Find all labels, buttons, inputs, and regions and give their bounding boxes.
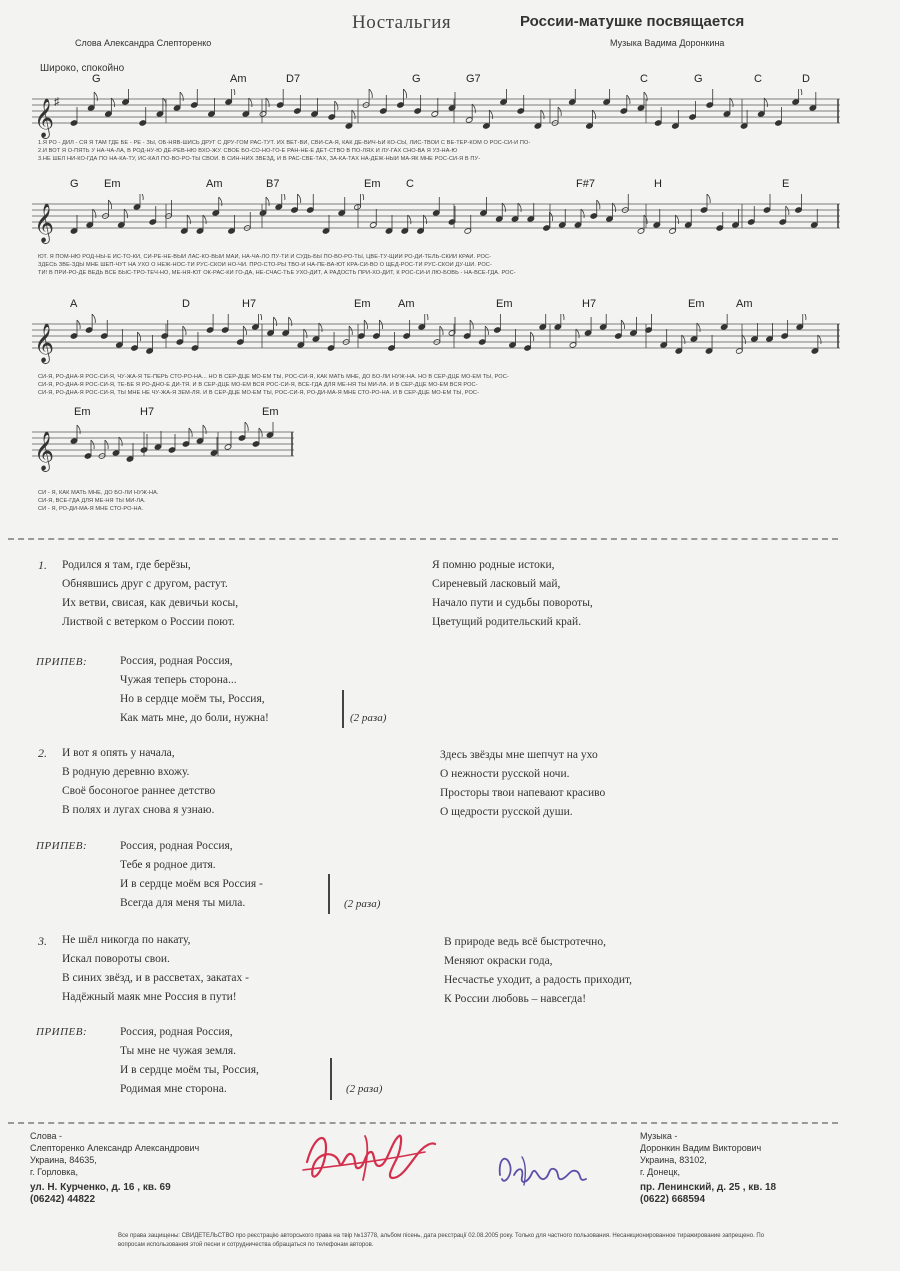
chord-symbol: Em	[74, 406, 91, 418]
note-flag	[259, 428, 262, 437]
treble-clef-icon: 𝄞	[34, 323, 55, 363]
music-staff	[0, 194, 900, 250]
chord-symbol: C	[754, 73, 762, 85]
verse-line: В полях и лугах снова я узнаю.	[62, 804, 215, 816]
note-flag	[621, 320, 624, 329]
refrain-line: И в сердце моём ты, Россия,	[120, 1064, 259, 1076]
verse-number: 1.	[38, 558, 47, 572]
note-flag	[531, 332, 534, 341]
lyric-syllables	[38, 140, 838, 147]
lyric-syllables	[38, 506, 298, 513]
note-flag	[561, 314, 564, 320]
note-flag	[91, 440, 94, 449]
lyric-syllables	[38, 374, 838, 381]
treble-clef-icon: 𝄞	[34, 203, 55, 243]
chord-symbol: Em	[262, 406, 279, 418]
music-staff	[0, 89, 900, 145]
tempo-marking: Широко, спокойно	[40, 63, 125, 74]
note-flag	[266, 197, 269, 206]
music-staff	[0, 314, 900, 370]
note-flag	[298, 194, 301, 203]
footer-line: Украина, 84635,	[30, 1155, 97, 1165]
lyric-syllables	[38, 156, 838, 163]
chord-symbol: Em	[364, 178, 381, 190]
chord-symbol: C	[406, 178, 414, 190]
syllable-text: ЗДЕСЬ ЗВЁ-ЗДЫ МНЕ ШЕП-ЧУТ НА УХО О НЕЖ-НОС-ТИ РУС-СКОЙ НО-ЧИ. ПРО-СТО-РЫ ТВО-И НА-ПЕ-ВА-ЮТ КРА-СИ-ВО О ЩЕД-РОС-ТИ РУС-СКОЙ ДУ-ШИ. РОС-	[38, 262, 492, 268]
refrain-label: ПРИПЕВ:	[36, 840, 88, 852]
music-staff	[0, 422, 900, 478]
footer-line: Украина, 83102,	[640, 1155, 707, 1165]
note-flag	[92, 314, 95, 323]
composer-credit: Музыка Вадима Доронкина	[610, 38, 725, 48]
lyric-syllables	[38, 382, 838, 389]
footer-line: Слова -	[30, 1131, 63, 1141]
verse-line: Меняют окраски года,	[444, 955, 553, 967]
refrain-line: Тебе я родное дитя.	[120, 859, 216, 871]
note-flag	[627, 95, 630, 104]
note-flag	[425, 314, 428, 320]
lyric-syllables	[38, 490, 298, 497]
chord-symbol: H7	[242, 298, 257, 310]
composer-signature	[492, 1145, 592, 1195]
verse-line: Сиреневый ласковый май,	[432, 578, 561, 590]
verse-line: Листвой с ветерком о России поют.	[62, 616, 235, 628]
note-flag	[335, 101, 338, 110]
lyricist-phone: (06242) 44822	[30, 1194, 96, 1205]
refrain-line: Россия, родная Россия,	[120, 655, 233, 667]
refrain-line: Россия, родная Россия,	[120, 840, 233, 852]
verse-line: В родную деревню вхожу.	[62, 766, 190, 778]
refrain-line: Родимая мне сторона.	[120, 1083, 227, 1095]
note-flag	[183, 326, 186, 335]
syllable-text: СИ-Я, ВСЕ-ГДА ДЛЯ МЕ-НЯ ТЫ МИ-ЛА.	[38, 498, 146, 504]
syllable-text: СИ-Я, РО-ДНА-Я РОС-СИ-Я, ЧУ-ЖА-Я ТЕ-ПЕРЬ СТО-РО-НА... НО В СЕР-ДЦЕ МО-ЁМ ТЫ, РОС-СИ-Я, КАК МАТЬ МНЕ, ДО БО-ЛИ НУЖ-НА. НО В СЕР-ДЦЕ МО-ЁМ ТЫ, РОС-	[38, 374, 509, 380]
note-flag	[403, 89, 406, 98]
refrain-line: Всегда для меня ты мила.	[120, 897, 246, 909]
chord-symbol: D	[802, 73, 810, 85]
verse-line: В синих звёзд, и в рассветах, закатах -	[62, 972, 249, 984]
note-flag	[219, 197, 222, 206]
chord-symbol: G	[70, 178, 79, 190]
chord-symbol: B7	[266, 178, 280, 190]
note-flag	[232, 89, 235, 95]
footer-line: Музыка -	[640, 1131, 678, 1141]
syllable-text: СИ-Я, РО-ДНА-Я РОС-СИ-Я, ТЫ МНЕ НЕ ЧУ-ЖА-Я ЗЕМ-ЛЯ. И В СЕР-ДЦЕ МО-ЁМ ТЫ, РОС-СИ-Я, РО-ДИ-МА-Я МНЕ СТО-РО-НА. И В СЕР-ДЦЕ МО-ЁМ ТЫ, РОС-	[38, 390, 480, 396]
lyric-syllables	[38, 254, 838, 261]
refrain-label: ПРИПЕВ:	[36, 656, 88, 668]
note-flag	[440, 326, 443, 335]
note-flag	[349, 326, 352, 335]
treble-clef-icon: 𝄞	[34, 431, 55, 471]
refrain-line: Но в сердце моём ты, Россия,	[120, 693, 265, 705]
repeat-note: (2 раза)	[344, 898, 381, 910]
syllable-text: СИ - Я, КАК МАТЬ МНЕ, ДО БО-ЛИ НУЖ-НА.	[38, 490, 159, 496]
verse-line: Цветущий родительский край.	[432, 616, 582, 628]
verse-line: Их ветви, свисая, как девичьи косы,	[62, 597, 239, 609]
verse-line: Здесь звёзды мне шепчут на ухо	[440, 749, 598, 761]
song-title: Ностальгия	[352, 12, 452, 33]
lyric-syllables	[38, 270, 838, 277]
note-flag	[707, 194, 710, 203]
lyric-syllables	[38, 262, 838, 269]
repeat-bracket	[328, 874, 330, 914]
note-flag	[369, 89, 372, 98]
chord-symbol: Em	[496, 298, 513, 310]
lyric-syllables	[38, 390, 838, 397]
repeat-bracket	[330, 1058, 332, 1100]
refrain-line: Россия, родная Россия,	[120, 1026, 233, 1038]
footer-line: г. Донецк,	[640, 1167, 680, 1177]
verse-line: Не шёл никогда по накату,	[62, 934, 191, 946]
note-flag	[799, 89, 802, 95]
note-flag	[470, 320, 473, 329]
note-flag	[282, 194, 285, 200]
composer-phone: (0622) 668594	[640, 1194, 706, 1205]
syllable-text: 2.И ВОТ Я О-ПЯТЬ У НА-ЧА-ЛА, В РОД-НУ-Ю ДЕ-РЕВ-НЮ ВХО-ЖУ. СВОЁ БО-СО-НО-ГО-Е РАН-НЕ-Е ДЕТ-СТВО В ПО-ЛЯХ И ЛУ-ГАХ СНО-ВА Я УЗ-НА-Ю	[38, 148, 458, 154]
refrain-line: Чужая теперь сторона...	[120, 674, 237, 686]
verse-line: Обнявшись друг с другом, растут.	[62, 578, 228, 590]
note-flag	[289, 317, 292, 326]
chord-symbol: Am	[206, 178, 223, 190]
section-divider	[8, 538, 838, 540]
chord-symbol: Em	[688, 298, 705, 310]
verse-line: Родился я там, где берёзы,	[62, 559, 191, 571]
note-flag	[485, 326, 488, 335]
syllable-text: ЮТ. Я ПОМ-НЮ РОД-НЫ-Е ИС-ТО-КИ, СИ-РЕ-НЕ-ВЫЙ ЛАС-КО-ВЫЙ МАЙ, НА-ЧА-ЛО ПУ-ТИ И СУДЬ-БЫ ПО-ВО-РО-ТЫ, ЦВЕ-ТУ-ЩИЙ РО-ДИ-ТЕЛЬ-СКИЙ КРАЙ. РОС-	[38, 254, 492, 260]
chord-symbol: D7	[286, 73, 301, 85]
note-flag	[243, 326, 246, 335]
chord-symbol: D	[182, 298, 190, 310]
note-flag	[137, 332, 140, 341]
verse-line: И вот я опять у начала,	[62, 747, 175, 759]
refrain-line: Ты мне не чужая земля.	[120, 1045, 237, 1057]
chord-symbol: G	[412, 73, 421, 85]
chord-symbol: Am	[736, 298, 753, 310]
note-flag	[361, 194, 364, 200]
treble-clef-icon: 𝄞	[34, 98, 55, 138]
note-flag	[597, 200, 600, 209]
composer-info	[640, 1130, 776, 1206]
verse-line: Несчастье уходит, а радость приходит,	[444, 974, 633, 986]
note-flag	[180, 92, 183, 101]
chord-symbol: Em	[104, 178, 121, 190]
chord-symbol: Em	[354, 298, 371, 310]
note-flag	[379, 320, 382, 329]
chord-symbol: E	[782, 178, 790, 190]
chord-symbol: G7	[466, 73, 481, 85]
chord-symbol: Am	[230, 73, 247, 85]
refrain-line: Как мать мне, до боли, нужна!	[120, 712, 269, 724]
syllable-text: 1.Я РО - ДИЛ - СЯ Я ТАМ ГДЕ БЕ - РЁ - ЗЫ, ОБ-НЯВ-ШИСЬ ДРУГ С ДРУ-ГОМ РАС-ТУТ. ИХ ВЕТ-ВИ, СВИ-СА-Я, КАК ДЕ-ВИЧ-ЬИ КО-СЫ, ЛИС-ТВОЙ С ВЕ-ТЕР-КОМ О РОС-СИ-И ПО-	[38, 140, 531, 146]
verse-line: К России любовь – навсегда!	[444, 993, 587, 1005]
chord-symbol: H7	[140, 406, 155, 418]
syllable-text: 3.НЕ ШЁЛ НИ-КО-ГДА ПО НА-КА-ТУ, ИС-КАЛ ПО-ВО-РО-ТЫ СВОИ. В СИН-НИХ ЗВЁЗД, И В РАС-СВЕ-ТАХ, ЗА-КА-ТАХ НА-ДЁЖ-НЫЙ МА-ЯК МНЕ РОС-СИ-Я В ПУ-	[38, 156, 481, 162]
verse-line: В природе ведь всё быстротечно,	[444, 936, 606, 948]
repeat-bracket	[342, 690, 344, 728]
chord-symbol: Am	[398, 298, 415, 310]
note-flag	[77, 425, 80, 434]
repeat-note: (2 раза)	[350, 712, 387, 724]
verse-line: Я помню родные истоки,	[432, 559, 555, 571]
footer-line: Доронкин Вадим Викторович	[640, 1143, 762, 1153]
chord-symbol: G	[694, 73, 703, 85]
note-flag	[364, 320, 367, 329]
verse-line: Надёжный маяк мне Россия в пути!	[62, 991, 237, 1003]
chord-symbol: F#7	[576, 178, 595, 190]
note-flag	[258, 314, 261, 320]
repeat-note: (2 раза)	[346, 1083, 383, 1095]
note-flag	[245, 422, 248, 431]
note-flag	[105, 440, 108, 449]
verse-line: Искал повороты свои.	[62, 953, 170, 965]
note-flag	[94, 92, 97, 101]
refrain-label: ПРИПЕВ:	[36, 1026, 88, 1038]
note-flag	[274, 317, 277, 326]
note-flag	[109, 200, 112, 209]
note-flag	[803, 314, 806, 320]
verse-line: Просторы твои напевают красиво	[440, 787, 606, 799]
lyricist-signature	[295, 1122, 445, 1192]
verse-line: О нежности русской ночи.	[440, 768, 570, 780]
refrain-line: И в сердце моём вся Россия -	[120, 878, 263, 890]
note-flag	[189, 428, 192, 437]
lyricist-credit: Слова Александра Слепторенко	[75, 38, 212, 48]
syllable-text: СИ-Я, РО-ДНА-Я РОС-СИ-Я, ТЕ-БЕ Я РО-ДНО-Е ДИ-ТЯ. И В СЕР-ДЦЕ МО-ЁМ ВСЯ РОС-СИ-Я, ВСЕ-ГДА ДЛЯ МЕ-НЯ ТЫ МИ-ЛА. И В СЕР-ДЦЕ МО-ЁМ ВСЯ РОС-	[38, 382, 478, 388]
verse-line: Своё босоногое раннее детство	[62, 785, 216, 797]
note-flag	[77, 320, 80, 329]
note-flag	[786, 206, 789, 215]
composer-address: пр. Ленинский, д. 25 , кв. 18	[640, 1182, 777, 1193]
lyricist-info	[30, 1130, 199, 1206]
verse-line: Начало пути и судьбы повороты,	[432, 597, 593, 609]
copyright-notice: Все права защищены: СВИДЕТЕЛЬСТВО про реєстрацію авторського права на твір №13778, альбом пісень, дата реєстрації 02.08.2005 року. Только для частного пользования. Несанкционированное тиражирование запрещено. По вопросам использования этой песни и сотрудничества обращаться по телефонам авторов.	[118, 1233, 765, 1248]
note-flag	[203, 425, 206, 434]
note-flag	[140, 194, 143, 200]
lyric-syllables	[38, 498, 298, 505]
chord-symbol: A	[70, 298, 78, 310]
dedication: России-матушке посвящается	[520, 13, 745, 30]
chord-symbol: H	[654, 178, 662, 190]
chord-symbol: G	[92, 73, 101, 85]
verse-number: 2.	[38, 746, 47, 760]
chord-symbol: H7	[582, 298, 597, 310]
lyric-syllables	[38, 148, 838, 155]
footer-line: Слепторенко Александр Александрович	[30, 1143, 200, 1153]
lyricist-address: ул. Н. Курченко, д. 16 , кв. 69	[30, 1182, 171, 1193]
sharp-icon: ♯	[54, 96, 60, 108]
syllable-text: СИ - Я, РО-ДИ-МА-Я МНЕ СТО-РО-НА.	[38, 506, 144, 512]
chord-symbol: C	[640, 73, 648, 85]
note-flag	[558, 107, 561, 116]
verse-line: О щедрости русской души.	[440, 806, 573, 818]
verse-number: 3.	[38, 934, 47, 948]
syllable-text: ТИ! В ПРИ-РО-ДЕ ВЕДЬ ВСЁ БЫС-ТРО-ТЕЧ-НО, МЕ-НЯ-ЮТ ОК-РАС-КИ ГО-ДА, НЕ-СЧАС-ТЬЕ УХО-ДИТ, А РАДОСТЬ ПРИ-ХО-ДИТ, К РОС-СИ-И ЛЮ-БОВЬ - НА-ВСЕ-ГДА. РОС-	[38, 270, 516, 276]
footer-line: г. Горловка,	[30, 1167, 78, 1177]
